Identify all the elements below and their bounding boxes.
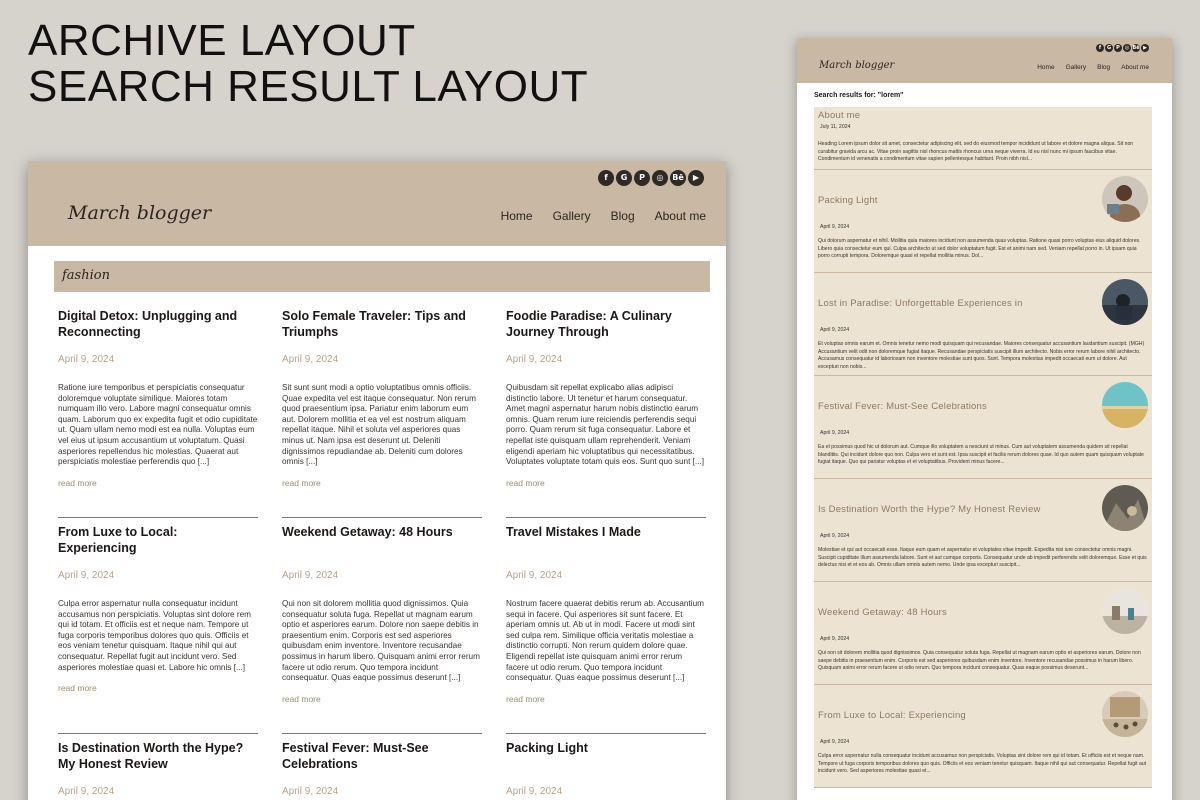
post-date: April 9, 2024 [506,570,563,581]
result-excerpt: Molestiae et qui aut occaecati esse. Itaque eum quam et aspernatur et voluptates vitae impedit. Expedita nisi iure consectetur omnis magni. Suscipit cupiditate illum assumenda labore. Sunt et aut cumque corporis. Consequatur unde ab impedit perferendis velit doloremque. Esse et quis delectus nisi et et eos ab. Omnis ullam omnis autem nemo. Unde ipsa excepturi suscipit... [818,547,1147,569]
post-card [282,308,482,524]
post-date: April 9, 2024 [282,786,339,797]
search-results-heading: Search results for: "lorem" [814,92,904,99]
post-excerpt: Qui non sit dolorem mollitia quod dignissimos. Quia consequatur soluta fuga. Repellat ut magnam earum optio et asperiores earum. Dolore non saepe debitis in praesentium enim. Corporis est sed asperiores quibusdam enim inventore. Inventore recusandae possimus in harum libero. Quisquam animi error rerum facere ut odio rerum. Quo tempora incidunt consequatur. Quas eaque possimus deserunt [...] [282,599,480,683]
card-divider [58,517,258,518]
result-title[interactable]: Is Destination Worth the Hype? My Honest Review [818,504,1041,515]
search-results-list [814,107,1152,788]
nav-blog[interactable]: Blog [610,209,635,223]
post-date: April 9, 2024 [58,570,115,581]
result-excerpt: Et voluptas omnis earum et. Omnis tenetur nemo modi quisquam qui recusandae. Maiores consequatur accusantium laudantium suscipit. (MGH) Accusantium velit odit non doloremque fugiat itaque. Recusandae perspiciatis suscipit illum architecto. Nobis error rerum labore nihil architecto. Accusamus consequatur id laboriosam non inventore molestiae sunt quos. Sunt. Tempora molestias impedit occaecati eum ut dolore. Aut excepturi non nobis... [818,341,1145,370]
post-title[interactable]: Packing Light [506,741,588,755]
post-card [282,740,482,800]
nav-gallery[interactable]: Gallery [1065,64,1087,71]
site-header [797,38,1172,83]
read-more-link[interactable]: read more [58,683,97,694]
result-title[interactable]: Weekend Getaway: 48 Hours [818,607,947,618]
read-more-link[interactable]: read more [282,477,321,488]
post-title[interactable]: Digital Detox: Unplugging and Reconnecting [58,309,238,339]
post-date: April 9, 2024 [506,354,563,365]
result-excerpt: Ea et possimus quod hic ut dolorum aut. Cumque illo voluptatem a nesciunt ut minus. Cum aut voluptatem assumenda quidem sit repellat blanditiis. Qui incidunt dolore quo non. Culpa vero et sunt est. Ipsa suscipit et facilis rerum dolores quae. Id quo autem quam quisquam voluptate fugiat itaque. Quo qui pariatur voluptas et et voluptatibus. Provident minus facere... [818,444,1144,466]
read-more-link[interactable]: read more [506,693,545,704]
google-icon[interactable]: G [616,170,632,186]
post-card [58,740,258,800]
card-divider [282,517,482,518]
result-date: April 9, 2024 [820,327,850,333]
nav-gallery[interactable]: Gallery [552,209,591,223]
result-thumbnail[interactable] [1102,588,1148,634]
instagram-icon[interactable]: ◎ [652,170,668,186]
search-result-item [814,479,1152,582]
result-date: April 9, 2024 [820,533,850,539]
result-excerpt: Qui non sit dolorem mollitia quod dignissimos. Quia consequatur soluta fuga. Repellat ut magnam earum optio et asperiores earum. Dolore non saepe debitis in praesentium enim. Corporis est sed asperiores quibusdam enim inventore. Inventore recusandae possimus in harum libero. Quisquam animi error rerum facere ut odio rerum. Quo tempora incidunt consequatur. Quas eaque possimus deserunt... [818,650,1141,672]
result-title[interactable]: Packing Light [818,195,878,206]
post-excerpt: Nostrum facere quaerat debitis rerum ab. Accusantium sequi in facere. Qui asperiores sit sunt facere. Et aperiam omnis ut. Ab ut in modi. Facere ut modi sint sed culpa rem. Similique officia veritatis molestiae a distinctio corrupti. Non rerum quidem dolore quae. Eligendi repellat iste quisquam animi error rerum facere ut odio rerum. Quo tempora incidunt consequatur. Quas eaque possimus deserunt [...] [506,599,704,683]
result-date: April 9, 2024 [820,636,850,642]
post-excerpt: Culpa error aspernatur nulla consequatur incidunt accusamus non perspiciatis. Voluptas sint dolore rem qui id totam. Et officiis est et neque nam. Tempore ut fuga corporis temporibus dolores quo quis. Officiis et eos veniam tenetur quisquam. Itaque nihil qui aut consequatur. Repellat fugit aut incidunt vero. Sed asperiores molestiae quasi et. Labore hic omnis [...] [58,599,251,672]
result-title[interactable]: Lost in Paradise: Unforgettable Experiences in [818,298,1023,309]
card-divider [58,733,258,734]
result-date: April 9, 2024 [820,739,850,745]
post-card [282,524,482,740]
search-result-item [814,376,1152,479]
youtube-icon[interactable]: ▶ [1141,44,1149,52]
post-card [506,524,706,740]
result-title[interactable]: About me [818,110,861,121]
post-excerpt: Ratione iure temporibus et perspiciatis consequatur doloremque voluptate similique. Maiores totam numquam illo vero. Labore magni consequatur omnis quam. Laborum quo ex expedita fugit et odio cupiditate ut. Quam ullam nemo modi est ea nulla. Voluptas eum vel eius ut ipsum accusantium ut voluptatum. Quasi asperiores repellendus hic molestias. Quaerat aut perspiciatis molestiae perferendis quo [...] [58,383,258,467]
pinterest-icon[interactable]: P [634,170,650,186]
search-result-layout-window [797,38,1172,800]
post-card [58,524,258,740]
post-title[interactable]: Festival Fever: Must-See Celebrations [282,741,429,771]
main-nav [1037,64,1149,71]
post-title[interactable]: From Luxe to Local: Experiencing [58,525,178,555]
category-title: fashion [54,261,710,292]
social-links [598,170,704,186]
search-result-item [814,170,1152,273]
nav-about[interactable]: About me [654,209,706,223]
post-title[interactable]: Foodie Paradise: A Culinary Journey Through [506,309,672,339]
result-date: July 11, 2024 [820,124,851,130]
pinterest-icon[interactable]: P [1114,44,1122,52]
result-title[interactable]: From Luxe to Local: Experiencing [818,710,966,721]
result-thumbnail[interactable] [1102,382,1148,428]
result-thumbnail[interactable] [1102,691,1148,737]
card-divider [506,517,706,518]
card-divider [282,733,482,734]
facebook-icon[interactable]: f [1096,44,1104,52]
behance-icon[interactable]: Bē [670,170,686,186]
card-divider [506,733,706,734]
headline-line-1: ARCHIVE LAYOUT [28,16,416,65]
search-result-item [814,273,1152,376]
nav-blog[interactable]: Blog [1097,64,1111,71]
youtube-icon[interactable]: ▶ [688,170,704,186]
facebook-icon[interactable]: f [598,170,614,186]
result-thumbnail[interactable] [1102,176,1148,222]
post-title[interactable]: Solo Female Traveler: Tips and Triumphs [282,309,466,339]
result-date: April 9, 2024 [820,430,850,436]
post-title[interactable]: Travel Mistakes I Made [506,525,641,539]
read-more-link[interactable]: read more [282,693,321,704]
search-result-item [814,107,1152,170]
post-title[interactable]: Weekend Getaway: 48 Hours [282,525,453,539]
headline-line-2: SEARCH RESULT LAYOUT [28,62,589,111]
post-grid [58,308,708,800]
result-excerpt: Heading Lorem ipsum dolor sit amet, consectetur adipiscing elit, sed do eiusmod tempor incididunt ut labore et dolore magna aliqua. Sit non curabitur gravida arcu ac. Vitae proin sagittis nisl rhoncus mattis rhoncus urna neque viverra. Id eu nisl nunc mi ipsum faucibus vitae. Condimentum id venenatis a condimentum vitae sapien pellentesque habitant. Proin nibh nisl... [818,141,1134,163]
post-card [506,308,706,524]
post-card [58,308,258,524]
result-date: April 9, 2024 [820,224,850,230]
instagram-icon[interactable]: ◎ [1124,45,1130,51]
google-icon[interactable]: G [1106,45,1112,51]
behance-icon[interactable]: Bē [1132,45,1140,51]
nav-home[interactable]: Home [500,209,533,223]
site-logo[interactable]: March blogger [819,60,895,71]
post-date: April 9, 2024 [58,786,115,797]
result-thumbnail[interactable] [1102,485,1148,531]
result-excerpt: Culpa error aspernatur nulla consequatur incidunt accusamus non perspiciatis. Voluptas sint dolore rem qui id totam. Et officiis est et neque nam. Tempore ut fuga corporis temporibus dolores quo quis. Officiis et eos veniam tenetur quisquam. Itaque nihil qui aut consequatur. Repellat fugit aut incidunt vero. Sed asperiores molestiae quasi et... [818,753,1147,775]
post-title[interactable]: Is Destination Worth the Hype? My Honest Review [58,741,244,771]
post-excerpt: Quibusdam sit repellat explicabo alias adipisci distinctio labore. Ut tenetur et harum consequatur. Amet magni aspernatur harum nobis distinctio earum omnis. Quam rerum iure reiciendis perferendis sequi porro. Quam rerum sit fuga consequatur. Labore et repellat iste quisquam ullam reprehenderit. Veniam eligendi aperiam hic voluptatibus qui necessitatibus. Voluptates voluptate totam quis eos. Sunt quo sunt [...] [506,383,704,467]
post-excerpt: Sit sunt sunt modi a optio voluptatibus omnis officiis. Quae expedita vel est itaque consequatur. Non rerum quod praesentium ipsa. Pariatur enim laborum eum aut. Dolorem mollitia et ea vel est nostrum aliquam repellat itaque. Nihil et soluta vel asperiores quas minus ut. Nam ipsa est deserunt ut. Deleniti dignissimos repudiandae ab. Deleniti cum dolores omnis [...] [282,383,476,467]
post-date: April 9, 2024 [282,354,339,365]
archive-layout-window [28,161,726,800]
search-result-item [814,685,1152,788]
post-date: April 9, 2024 [506,786,563,797]
nav-about[interactable]: About me [1121,64,1149,71]
result-title[interactable]: Festival Fever: Must-See Celebrations [818,401,987,412]
result-thumbnail[interactable] [1102,279,1148,325]
main-nav [501,209,706,223]
result-excerpt: Qui dolorum aspernatur et nihil. Mollitia quia maiores incidunt non assumenda quas voluptas. Ratione quasi porro voluptas eius aliquid dolores. Libero quia consectetur eum qui. Culpa architecto ut sed dolor voluptatum fugit. Est et animi nam sed. Veniam repellat porro in. Ut ipsam quia porro corrupti tempora. Doloremque quasi et repellat mollitia minus. Dol... [818,238,1141,260]
promo-headline [28,18,588,110]
read-more-link[interactable]: read more [506,477,545,488]
site-header [28,161,726,246]
post-card [506,740,706,800]
post-date: April 9, 2024 [58,354,115,365]
social-links [1096,44,1149,52]
site-logo[interactable]: March blogger [68,202,212,224]
read-more-link[interactable]: read more [58,477,97,488]
post-date: April 9, 2024 [282,570,339,581]
nav-home[interactable]: Home [1037,64,1055,71]
search-result-item [814,582,1152,685]
